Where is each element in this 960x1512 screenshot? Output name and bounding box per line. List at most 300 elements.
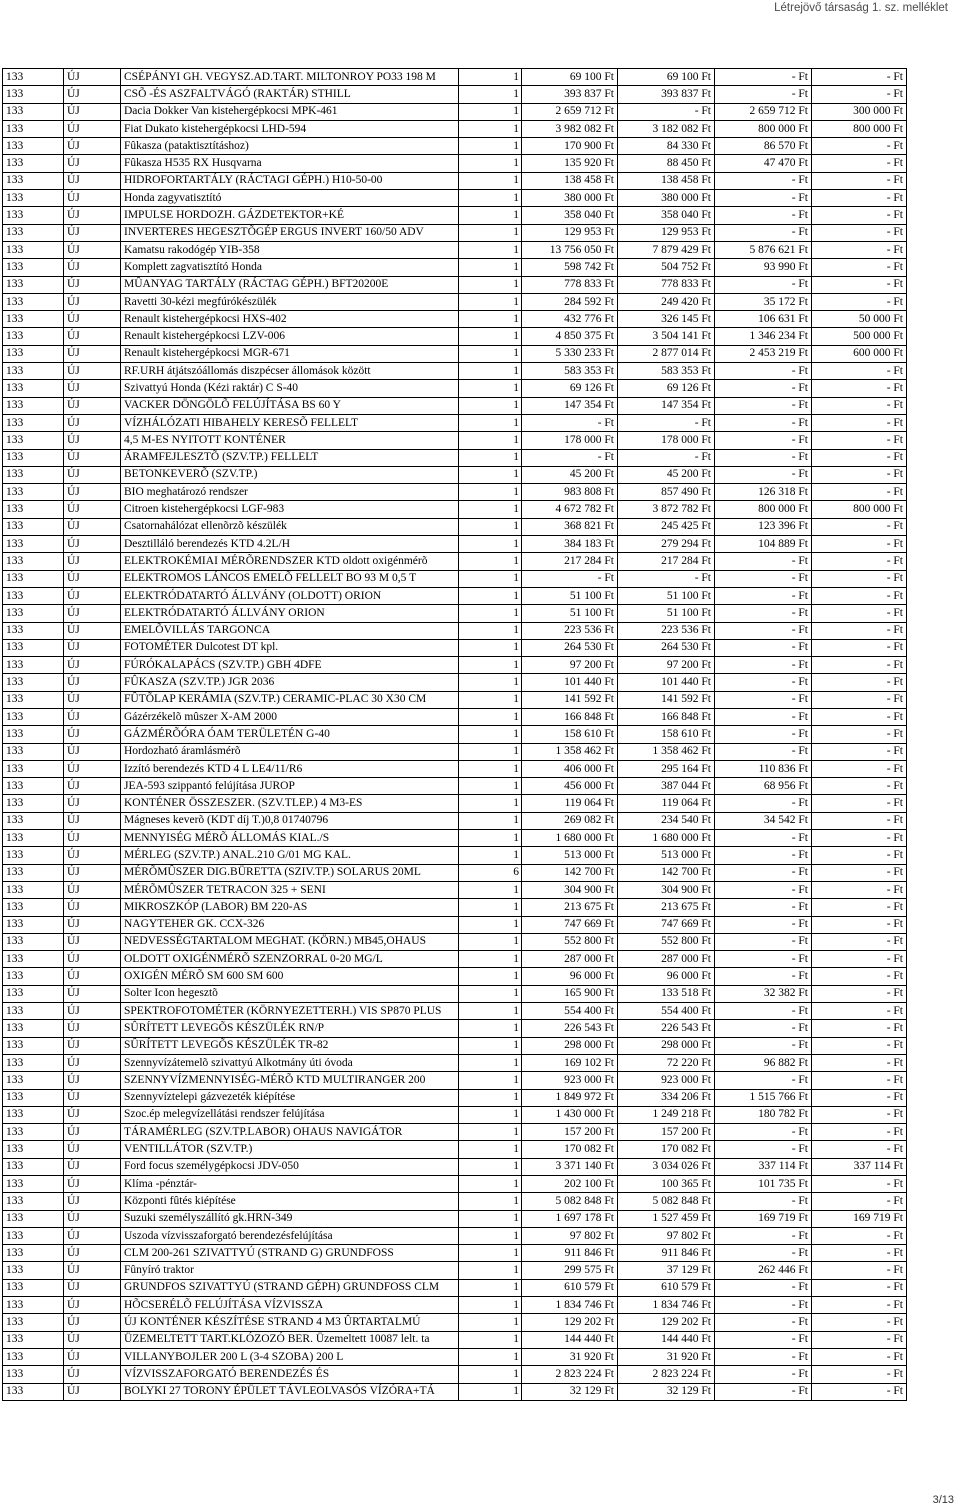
table-row [3, 207, 907, 224]
table-row [3, 1003, 907, 1020]
cell-net-value: - Ft [715, 968, 812, 985]
cell-residual-value: - Ft [812, 570, 907, 587]
cell-residual-value: - Ft [812, 380, 907, 397]
cell-status: ÚJ [64, 1106, 121, 1123]
cell-status: ÚJ [64, 1383, 121, 1400]
cell-status: ÚJ [64, 1297, 121, 1314]
cell-gross-value: 2 659 712 Ft [522, 103, 618, 120]
cell-status: ÚJ [64, 1348, 121, 1365]
cell-gross-value: 513 000 Ft [522, 847, 618, 864]
cell-code: 133 [3, 311, 64, 328]
cell-status: ÚJ [64, 86, 121, 103]
cell-code: 133 [3, 1003, 64, 1020]
cell-asset-name: OLDOTT OXIGÉNMÉRÕ SZENZORRAL 0-20 MG/L [121, 951, 459, 968]
cell-depreciation: 279 294 Ft [618, 536, 715, 553]
cell-asset-name: MÉRLEG (SZV.TP.) ANAL.210 G/01 MG KAL. [121, 847, 459, 864]
cell-quantity: 1 [459, 1331, 522, 1348]
cell-gross-value: 226 543 Ft [522, 1020, 618, 1037]
cell-quantity: 1 [459, 241, 522, 258]
cell-net-value: 68 956 Ft [715, 778, 812, 795]
cell-gross-value: 304 900 Ft [522, 881, 618, 898]
table-row [3, 1383, 907, 1400]
cell-net-value: 2 659 712 Ft [715, 103, 812, 120]
cell-quantity: 1 [459, 224, 522, 241]
cell-asset-name: IMPULSE HORDOZH. GÁZDETEKTOR+KÉ [121, 207, 459, 224]
cell-status: ÚJ [64, 155, 121, 172]
cell-net-value: 126 318 Ft [715, 484, 812, 501]
cell-depreciation: 7 879 429 Ft [618, 241, 715, 258]
cell-status: ÚJ [64, 795, 121, 812]
cell-code: 133 [3, 899, 64, 916]
cell-residual-value: - Ft [812, 933, 907, 950]
cell-code: 133 [3, 830, 64, 847]
cell-residual-value: - Ft [812, 259, 907, 276]
cell-asset-name: CSÉPÁNYI GH. VEGYSZ.AD.TART. MILTONROY PO33 198 M [121, 69, 459, 86]
cell-quantity: 1 [459, 363, 522, 380]
cell-residual-value: 50 000 Ft [812, 311, 907, 328]
cell-net-value: - Ft [715, 691, 812, 708]
cell-residual-value: 500 000 Ft [812, 328, 907, 345]
cell-quantity: 1 [459, 397, 522, 414]
cell-residual-value: - Ft [812, 1262, 907, 1279]
cell-net-value: - Ft [715, 605, 812, 622]
cell-depreciation: 88 450 Ft [618, 155, 715, 172]
cell-gross-value: 5 082 848 Ft [522, 1193, 618, 1210]
cell-gross-value: 135 920 Ft [522, 155, 618, 172]
table-row [3, 933, 907, 950]
cell-quantity: 1 [459, 120, 522, 137]
cell-gross-value: 101 440 Ft [522, 674, 618, 691]
cell-quantity: 1 [459, 743, 522, 760]
cell-residual-value: - Ft [812, 536, 907, 553]
cell-code: 133 [3, 138, 64, 155]
cell-quantity: 1 [459, 1245, 522, 1262]
cell-depreciation: 101 440 Ft [618, 674, 715, 691]
cell-net-value: 106 631 Ft [715, 311, 812, 328]
cell-code: 133 [3, 345, 64, 362]
cell-code: 133 [3, 605, 64, 622]
table-row [3, 760, 907, 777]
cell-code: 133 [3, 1227, 64, 1244]
cell-code: 133 [3, 778, 64, 795]
table-row [3, 1193, 907, 1210]
cell-residual-value: - Ft [812, 363, 907, 380]
cell-depreciation: - Ft [618, 449, 715, 466]
cell-gross-value: 583 353 Ft [522, 363, 618, 380]
cell-depreciation: 31 920 Ft [618, 1348, 715, 1365]
cell-asset-name: TÁRAMÉRLEG (SZV.TP.LABOR) OHAUS NAVIGÁTOR [121, 1124, 459, 1141]
cell-gross-value: 165 900 Ft [522, 985, 618, 1002]
cell-quantity: 6 [459, 864, 522, 881]
cell-net-value: 47 470 Ft [715, 155, 812, 172]
cell-net-value: - Ft [715, 951, 812, 968]
cell-asset-name: Solter Icon hegesztõ [121, 985, 459, 1002]
cell-asset-name: Gázérzékelõ mûszer X-AM 2000 [121, 708, 459, 725]
cell-net-value: - Ft [715, 1331, 812, 1348]
cell-depreciation: - Ft [618, 570, 715, 587]
cell-status: ÚJ [64, 1141, 121, 1158]
cell-status: ÚJ [64, 103, 121, 120]
cell-gross-value: 69 126 Ft [522, 380, 618, 397]
cell-code: 133 [3, 69, 64, 86]
cell-quantity: 1 [459, 674, 522, 691]
cell-residual-value: - Ft [812, 276, 907, 293]
cell-gross-value: 97 802 Ft [522, 1227, 618, 1244]
cell-residual-value: - Ft [812, 587, 907, 604]
cell-depreciation: 1 527 459 Ft [618, 1210, 715, 1227]
cell-status: ÚJ [64, 484, 121, 501]
cell-code: 133 [3, 881, 64, 898]
cell-status: ÚJ [64, 1089, 121, 1106]
cell-net-value: - Ft [715, 899, 812, 916]
cell-gross-value: 5 330 233 Ft [522, 345, 618, 362]
cell-gross-value: 69 100 Ft [522, 69, 618, 86]
table-row [3, 674, 907, 691]
cell-net-value: - Ft [715, 1383, 812, 1400]
cell-residual-value: - Ft [812, 726, 907, 743]
cell-status: ÚJ [64, 363, 121, 380]
cell-gross-value: - Ft [522, 449, 618, 466]
cell-code: 133 [3, 587, 64, 604]
table-row [3, 570, 907, 587]
cell-net-value: - Ft [715, 1020, 812, 1037]
cell-residual-value: - Ft [812, 1089, 907, 1106]
cell-asset-name: GRUNDFOS SZIVATTYÚ (STRAND GÉPH) GRUNDFOSS CLM [121, 1279, 459, 1296]
cell-code: 133 [3, 484, 64, 501]
cell-net-value: 1 515 766 Ft [715, 1089, 812, 1106]
cell-asset-name: ELEKTROKÉMIAI MÉRÕRENDSZER KTD oldott oxigénmérõ [121, 553, 459, 570]
cell-quantity: 1 [459, 1262, 522, 1279]
cell-code: 133 [3, 363, 64, 380]
cell-residual-value: - Ft [812, 951, 907, 968]
cell-quantity: 1 [459, 1089, 522, 1106]
cell-depreciation: 178 000 Ft [618, 432, 715, 449]
table-row [3, 691, 907, 708]
cell-depreciation: 3 182 082 Ft [618, 120, 715, 137]
cell-residual-value: - Ft [812, 1348, 907, 1365]
cell-status: ÚJ [64, 138, 121, 155]
table-row [3, 86, 907, 103]
cell-net-value: - Ft [715, 1141, 812, 1158]
table-row [3, 553, 907, 570]
cell-gross-value: 269 082 Ft [522, 812, 618, 829]
cell-net-value: 800 000 Ft [715, 120, 812, 137]
cell-asset-name: NEDVESSÉGTARTALOM MEGHAT. (KÖRN.) MB45,OHAUS [121, 933, 459, 950]
cell-status: ÚJ [64, 639, 121, 656]
cell-status: ÚJ [64, 1245, 121, 1262]
cell-code: 133 [3, 501, 64, 518]
cell-depreciation: - Ft [618, 414, 715, 431]
cell-status: ÚJ [64, 1314, 121, 1331]
cell-status: ÚJ [64, 1037, 121, 1054]
cell-net-value: - Ft [715, 795, 812, 812]
cell-net-value: - Ft [715, 363, 812, 380]
cell-code: 133 [3, 328, 64, 345]
table-row [3, 380, 907, 397]
table-row [3, 743, 907, 760]
cell-status: ÚJ [64, 328, 121, 345]
cell-residual-value: - Ft [812, 207, 907, 224]
cell-residual-value: - Ft [812, 1227, 907, 1244]
cell-net-value: 34 542 Ft [715, 812, 812, 829]
cell-code: 133 [3, 155, 64, 172]
cell-status: ÚJ [64, 311, 121, 328]
cell-asset-name: Dacia Dokker Van kistehergépkocsi MPK-461 [121, 103, 459, 120]
cell-asset-name: SÛRÍTETT LEVEGÕS KÉSZÜLÉK RN/P [121, 1020, 459, 1037]
cell-asset-name: VÍZHÁLÓZATI HIBAHELY KERESÕ FELLELT [121, 414, 459, 431]
table-row [3, 155, 907, 172]
table-row [3, 1297, 907, 1314]
cell-gross-value: 158 610 Ft [522, 726, 618, 743]
cell-gross-value: 32 129 Ft [522, 1383, 618, 1400]
cell-residual-value: - Ft [812, 864, 907, 881]
cell-code: 133 [3, 1037, 64, 1054]
cell-depreciation: 133 518 Ft [618, 985, 715, 1002]
cell-residual-value: - Ft [812, 1366, 907, 1383]
cell-status: ÚJ [64, 414, 121, 431]
cell-quantity: 1 [459, 293, 522, 310]
cell-depreciation: 166 848 Ft [618, 708, 715, 725]
cell-code: 133 [3, 760, 64, 777]
table-row [3, 726, 907, 743]
table-row [3, 1279, 907, 1296]
cell-net-value: - Ft [715, 933, 812, 950]
cell-status: ÚJ [64, 536, 121, 553]
cell-depreciation: 249 420 Ft [618, 293, 715, 310]
table-row [3, 812, 907, 829]
cell-residual-value: - Ft [812, 69, 907, 86]
cell-code: 133 [3, 743, 64, 760]
cell-quantity: 1 [459, 86, 522, 103]
cell-code: 133 [3, 224, 64, 241]
cell-asset-name: HIDROFORTARTÁLY (RÁCTAGI GÉPH.) H10-50-00 [121, 172, 459, 189]
cell-net-value: - Ft [715, 916, 812, 933]
table-row [3, 795, 907, 812]
cell-net-value: - Ft [715, 1193, 812, 1210]
cell-quantity: 1 [459, 1003, 522, 1020]
cell-depreciation: 129 953 Ft [618, 224, 715, 241]
table-row [3, 1262, 907, 1279]
cell-status: ÚJ [64, 657, 121, 674]
cell-gross-value: 97 200 Ft [522, 657, 618, 674]
cell-quantity: 1 [459, 812, 522, 829]
cell-gross-value: 1 358 462 Ft [522, 743, 618, 760]
cell-net-value: - Ft [715, 86, 812, 103]
cell-residual-value: - Ft [812, 449, 907, 466]
cell-depreciation: 326 145 Ft [618, 311, 715, 328]
cell-net-value: - Ft [715, 657, 812, 674]
cell-net-value: 110 836 Ft [715, 760, 812, 777]
cell-asset-name: Honda zagyvatisztító [121, 190, 459, 207]
cell-gross-value: 142 700 Ft [522, 864, 618, 881]
cell-gross-value: 406 000 Ft [522, 760, 618, 777]
cell-net-value: - Ft [715, 1003, 812, 1020]
cell-quantity: 1 [459, 1366, 522, 1383]
cell-residual-value: - Ft [812, 241, 907, 258]
cell-quantity: 1 [459, 155, 522, 172]
table-row [3, 1124, 907, 1141]
cell-code: 133 [3, 657, 64, 674]
cell-depreciation: 213 675 Ft [618, 899, 715, 916]
cell-gross-value: 13 756 050 Ft [522, 241, 618, 258]
cell-residual-value: - Ft [812, 293, 907, 310]
cell-residual-value: - Ft [812, 1245, 907, 1262]
cell-code: 133 [3, 86, 64, 103]
cell-net-value: 169 719 Ft [715, 1210, 812, 1227]
cell-net-value: - Ft [715, 1314, 812, 1331]
cell-quantity: 1 [459, 916, 522, 933]
cell-gross-value: 129 953 Ft [522, 224, 618, 241]
cell-quantity: 1 [459, 553, 522, 570]
cell-gross-value: 1 680 000 Ft [522, 830, 618, 847]
table-row [3, 916, 907, 933]
cell-residual-value: - Ft [812, 708, 907, 725]
cell-asset-name: Központi fûtés kiépítése [121, 1193, 459, 1210]
cell-code: 133 [3, 432, 64, 449]
cell-net-value: 800 000 Ft [715, 501, 812, 518]
cell-depreciation: 144 440 Ft [618, 1331, 715, 1348]
cell-net-value: - Ft [715, 570, 812, 587]
cell-depreciation: 45 200 Ft [618, 466, 715, 483]
cell-quantity: 1 [459, 138, 522, 155]
cell-net-value: - Ft [715, 1279, 812, 1296]
page-header-title: Létrejövő társaság 1. sz. melléklet [774, 2, 948, 14]
cell-gross-value: 3 371 140 Ft [522, 1158, 618, 1175]
cell-code: 133 [3, 726, 64, 743]
cell-quantity: 1 [459, 518, 522, 535]
cell-asset-name: MÉRÕMÛSZER TETRACON 325 + SENI [121, 881, 459, 898]
cell-code: 133 [3, 466, 64, 483]
cell-status: ÚJ [64, 622, 121, 639]
table-row [3, 605, 907, 622]
page-number: 3/13 [932, 1494, 954, 1506]
cell-asset-name: Desztilláló berendezés KTD 4.2L/H [121, 536, 459, 553]
cell-quantity: 1 [459, 69, 522, 86]
cell-code: 133 [3, 1210, 64, 1227]
cell-quantity: 1 [459, 951, 522, 968]
cell-quantity: 1 [459, 1141, 522, 1158]
cell-code: 133 [3, 553, 64, 570]
cell-gross-value: 119 064 Ft [522, 795, 618, 812]
table-row [3, 864, 907, 881]
cell-quantity: 1 [459, 259, 522, 276]
table-row [3, 1366, 907, 1383]
cell-residual-value: - Ft [812, 1020, 907, 1037]
cell-code: 133 [3, 951, 64, 968]
cell-gross-value: 264 530 Ft [522, 639, 618, 656]
cell-net-value: - Ft [715, 1366, 812, 1383]
cell-residual-value: - Ft [812, 985, 907, 1002]
cell-asset-name: ELEKTROMOS LÁNCOS EMELÕ FELLELT BO 93 M 0,5 T [121, 570, 459, 587]
cell-net-value: - Ft [715, 1348, 812, 1365]
cell-depreciation: 923 000 Ft [618, 1072, 715, 1089]
cell-depreciation: 1 834 746 Ft [618, 1297, 715, 1314]
cell-gross-value: 170 900 Ft [522, 138, 618, 155]
cell-residual-value: 337 114 Ft [812, 1158, 907, 1175]
cell-depreciation: 264 530 Ft [618, 639, 715, 656]
cell-quantity: 1 [459, 1176, 522, 1193]
cell-depreciation: 2 823 224 Ft [618, 1366, 715, 1383]
cell-depreciation: 358 040 Ft [618, 207, 715, 224]
cell-depreciation: 393 837 Ft [618, 86, 715, 103]
cell-net-value: - Ft [715, 1245, 812, 1262]
cell-code: 133 [3, 1176, 64, 1193]
cell-depreciation: 5 082 848 Ft [618, 1193, 715, 1210]
cell-code: 133 [3, 536, 64, 553]
cell-code: 133 [3, 1124, 64, 1141]
cell-net-value: - Ft [715, 1037, 812, 1054]
cell-gross-value: 610 579 Ft [522, 1279, 618, 1296]
cell-asset-name: BOLYKI 27 TORONY ÉPÜLET TÁVLEOLVASÓS VÍZÓRA+TÁ [121, 1383, 459, 1400]
table-row [3, 830, 907, 847]
cell-depreciation: 295 164 Ft [618, 760, 715, 777]
cell-quantity: 1 [459, 207, 522, 224]
cell-net-value: 2 453 219 Ft [715, 345, 812, 362]
cell-residual-value: - Ft [812, 760, 907, 777]
cell-asset-name: Renault kistehergépkocsi HXS-402 [121, 311, 459, 328]
cell-residual-value: - Ft [812, 795, 907, 812]
cell-quantity: 1 [459, 484, 522, 501]
cell-residual-value: 600 000 Ft [812, 345, 907, 362]
cell-residual-value: - Ft [812, 968, 907, 985]
cell-net-value: - Ft [715, 432, 812, 449]
cell-status: ÚJ [64, 605, 121, 622]
cell-quantity: 1 [459, 311, 522, 328]
cell-status: ÚJ [64, 760, 121, 777]
cell-depreciation: - Ft [618, 103, 715, 120]
table-row [3, 397, 907, 414]
cell-asset-name: EMELÕVILLÁS TARGONCA [121, 622, 459, 639]
cell-asset-name: SPEKTROFOTOMÉTER (KÖRNYEZETTERH.) VIS SP870 PLUS [121, 1003, 459, 1020]
cell-status: ÚJ [64, 708, 121, 725]
cell-gross-value: 51 100 Ft [522, 587, 618, 604]
cell-depreciation: 72 220 Ft [618, 1054, 715, 1071]
table-row [3, 120, 907, 137]
cell-residual-value: - Ft [812, 778, 907, 795]
cell-gross-value: 2 823 224 Ft [522, 1366, 618, 1383]
cell-depreciation: 287 000 Ft [618, 951, 715, 968]
cell-residual-value: - Ft [812, 518, 907, 535]
table-row [3, 69, 907, 86]
cell-code: 133 [3, 518, 64, 535]
cell-asset-name: Szennyvízátemelõ szivattyú Alkotmány úti óvoda [121, 1054, 459, 1071]
cell-depreciation: 304 900 Ft [618, 881, 715, 898]
cell-depreciation: 298 000 Ft [618, 1037, 715, 1054]
cell-gross-value: 598 742 Ft [522, 259, 618, 276]
cell-depreciation: 380 000 Ft [618, 190, 715, 207]
cell-status: ÚJ [64, 172, 121, 189]
cell-status: ÚJ [64, 985, 121, 1002]
cell-quantity: 1 [459, 1348, 522, 1365]
cell-quantity: 1 [459, 795, 522, 812]
cell-gross-value: 299 575 Ft [522, 1262, 618, 1279]
table-row [3, 881, 907, 898]
table-row [3, 1037, 907, 1054]
cell-asset-name: Hordozható áramlásmérõ [121, 743, 459, 760]
cell-quantity: 1 [459, 881, 522, 898]
cell-code: 133 [3, 1193, 64, 1210]
cell-gross-value: 380 000 Ft [522, 190, 618, 207]
cell-status: ÚJ [64, 1124, 121, 1141]
cell-net-value: 93 990 Ft [715, 259, 812, 276]
cell-net-value: 5 876 621 Ft [715, 241, 812, 258]
cell-gross-value: 923 000 Ft [522, 1072, 618, 1089]
cell-net-value: 86 570 Ft [715, 138, 812, 155]
cell-status: ÚJ [64, 674, 121, 691]
cell-gross-value: 223 536 Ft [522, 622, 618, 639]
cell-status: ÚJ [64, 1193, 121, 1210]
cell-status: ÚJ [64, 1331, 121, 1348]
